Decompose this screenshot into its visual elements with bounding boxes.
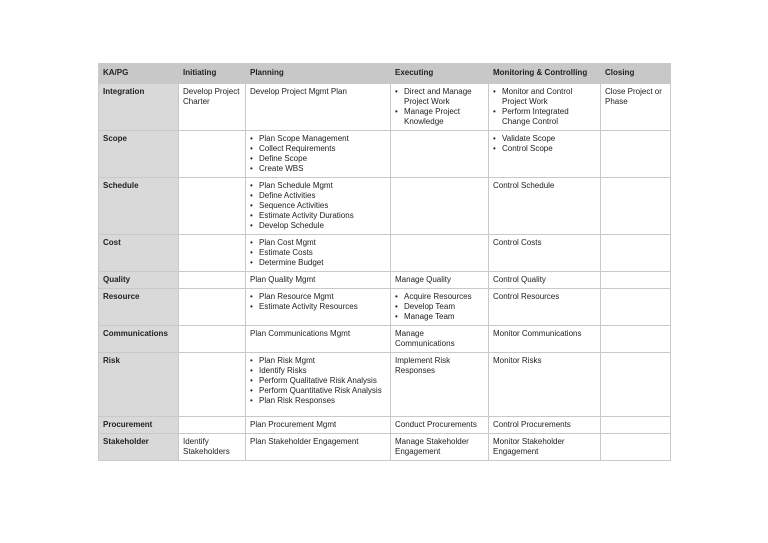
- process-item: • Manage Project Knowledge: [395, 107, 484, 127]
- table-row: [99, 434, 671, 461]
- initiating-cell: [179, 326, 246, 353]
- monitoring-cell: Monitor Communications: [489, 326, 601, 353]
- process-item: • Perform Integrated Change Control: [493, 107, 596, 127]
- process-item: • Estimate Activity Durations: [250, 211, 386, 221]
- process-item: • Validate Scope: [493, 134, 596, 144]
- process-item: • Determine Budget: [250, 258, 386, 268]
- process-item: • Plan Schedule Mgmt: [250, 181, 386, 191]
- process-list: [493, 134, 596, 154]
- process-item: • Acquire Resources: [395, 292, 484, 302]
- process-item: • Define Activities: [250, 191, 386, 201]
- process-item: • Estimate Activity Resources: [250, 302, 386, 312]
- planning-cell: [246, 289, 391, 326]
- planning-cell: [246, 131, 391, 178]
- ka-cell: Stakeholder: [99, 434, 179, 461]
- ka-cell: Integration: [99, 84, 179, 131]
- initiating-cell: [179, 131, 246, 178]
- header-ka-pg: KA/PG: [99, 64, 179, 84]
- process-list: [395, 87, 484, 127]
- executing-cell: [391, 235, 489, 272]
- initiating-cell: [179, 178, 246, 235]
- executing-cell: Manage Communications: [391, 326, 489, 353]
- closing-cell: [601, 353, 671, 417]
- planning-cell: [246, 178, 391, 235]
- process-list: [250, 134, 386, 174]
- executing-cell: Conduct Procurements: [391, 417, 489, 434]
- monitoring-cell: Control Schedule: [489, 178, 601, 235]
- ka-cell: Procurement: [99, 417, 179, 434]
- monitoring-cell: Control Resources: [489, 289, 601, 326]
- closing-cell: [601, 434, 671, 461]
- process-list: [250, 181, 386, 231]
- closing-cell: [601, 289, 671, 326]
- process-item: • Manage Team: [395, 312, 484, 322]
- process-item: • Develop Team: [395, 302, 484, 312]
- planning-cell: [246, 235, 391, 272]
- initiating-cell: [179, 289, 246, 326]
- header-closing: Closing: [601, 64, 671, 84]
- table-row: [99, 417, 671, 434]
- header-row: [99, 64, 671, 84]
- table-row: [99, 353, 671, 417]
- monitoring-cell: [489, 131, 601, 178]
- ka-cell: Quality: [99, 272, 179, 289]
- process-item: • Create WBS: [250, 164, 386, 174]
- monitoring-cell: Control Costs: [489, 235, 601, 272]
- process-item: • Sequence Activities: [250, 201, 386, 211]
- monitoring-cell: Control Procurements: [489, 417, 601, 434]
- initiating-cell: [179, 417, 246, 434]
- header-executing: Executing: [391, 64, 489, 84]
- initiating-cell: [179, 235, 246, 272]
- initiating-cell: [179, 353, 246, 417]
- process-item: • Monitor and Control Project Work: [493, 87, 596, 107]
- ka-cell: Communications: [99, 326, 179, 353]
- executing-cell: Implement Risk Responses: [391, 353, 489, 417]
- table-row: [99, 235, 671, 272]
- closing-cell: [601, 235, 671, 272]
- table-row: [99, 289, 671, 326]
- process-item: • Direct and Manage Project Work: [395, 87, 484, 107]
- table-row: [99, 84, 671, 131]
- process-item: • Plan Risk Mgmt: [250, 356, 386, 366]
- planning-cell: Develop Project Mgmt Plan: [246, 84, 391, 131]
- process-item: • Perform Qualitative Risk Analysis: [250, 376, 386, 386]
- planning-cell: Plan Procurement Mgmt: [246, 417, 391, 434]
- monitoring-cell: Monitor Stakeholder Engagement: [489, 434, 601, 461]
- closing-cell: [601, 178, 671, 235]
- monitoring-cell: Control Quality: [489, 272, 601, 289]
- initiating-cell: Develop Project Charter: [179, 84, 246, 131]
- executing-cell: Manage Quality: [391, 272, 489, 289]
- executing-cell: [391, 131, 489, 178]
- process-list: [493, 87, 596, 127]
- process-item: • Perform Quantitative Risk Analysis: [250, 386, 386, 396]
- ka-cell: Cost: [99, 235, 179, 272]
- header-planning: Planning: [246, 64, 391, 84]
- closing-cell: Close Project or Phase: [601, 84, 671, 131]
- process-item: • Plan Risk Responses: [250, 396, 386, 406]
- planning-cell: Plan Stakeholder Engagement: [246, 434, 391, 461]
- initiating-cell: Identify Stakeholders: [179, 434, 246, 461]
- process-list: [250, 356, 386, 406]
- process-list: [250, 292, 386, 312]
- planning-cell: Plan Quality Mgmt: [246, 272, 391, 289]
- table-row: [99, 272, 671, 289]
- process-group-table: [98, 63, 671, 461]
- initiating-cell: [179, 272, 246, 289]
- planning-cell: [246, 353, 391, 417]
- ka-cell: Schedule: [99, 178, 179, 235]
- process-item: • Plan Scope Management: [250, 134, 386, 144]
- process-item: • Collect Requirements: [250, 144, 386, 154]
- executing-cell: [391, 84, 489, 131]
- closing-cell: [601, 326, 671, 353]
- process-item: • Define Scope: [250, 154, 386, 164]
- process-item: • Develop Schedule: [250, 221, 386, 231]
- closing-cell: [601, 131, 671, 178]
- header-initiating: Initiating: [179, 64, 246, 84]
- ka-cell: Scope: [99, 131, 179, 178]
- planning-cell: Plan Communications Mgmt: [246, 326, 391, 353]
- process-item: • Plan Resource Mgmt: [250, 292, 386, 302]
- process-item: • Plan Cost Mgmt: [250, 238, 386, 248]
- table-row: [99, 326, 671, 353]
- executing-cell: Manage Stakeholder Engagement: [391, 434, 489, 461]
- closing-cell: [601, 272, 671, 289]
- monitoring-cell: Monitor Risks: [489, 353, 601, 417]
- ka-cell: Resource: [99, 289, 179, 326]
- process-item: • Estimate Costs: [250, 248, 386, 258]
- table-row: [99, 178, 671, 235]
- executing-cell: [391, 178, 489, 235]
- closing-cell: [601, 417, 671, 434]
- process-item: • Identify Risks: [250, 366, 386, 376]
- process-item: • Control Scope: [493, 144, 596, 154]
- process-list: [395, 292, 484, 322]
- ka-cell: Risk: [99, 353, 179, 417]
- process-list: [250, 238, 386, 268]
- header-monitoring-controlling: Monitoring & Controlling: [489, 64, 601, 84]
- monitoring-cell: [489, 84, 601, 131]
- table-row: [99, 131, 671, 178]
- executing-cell: [391, 289, 489, 326]
